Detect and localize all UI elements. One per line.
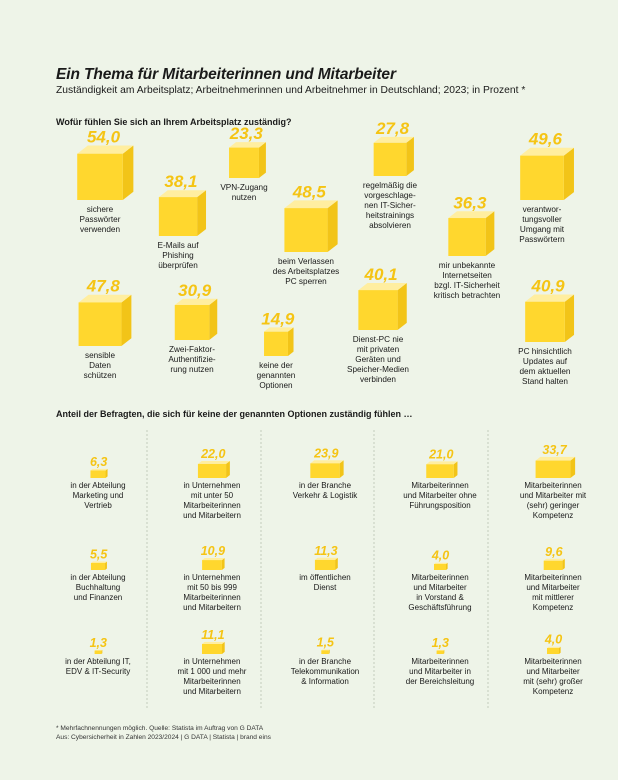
q2-category-label-line: Mitarbeiterinnen xyxy=(411,481,469,490)
q2-block-front xyxy=(321,650,328,654)
q1-category-label xyxy=(273,257,339,286)
q1-block-front xyxy=(175,305,209,340)
q2-block-side xyxy=(443,650,444,654)
q1-category-label-line: beim Verlassen xyxy=(278,257,334,266)
q1-value-label: 40,9 xyxy=(531,276,565,296)
q1-block-front xyxy=(525,302,565,342)
q2-block-11 xyxy=(406,636,474,686)
q2-category-label-line: mit mittlerer xyxy=(532,593,574,602)
q1-value-label: 40,1 xyxy=(364,265,398,285)
q2-category-label-line: Führungsposition xyxy=(409,501,471,510)
q1-category-label-line: VPN-Zugang xyxy=(220,183,268,192)
q2-category-label-line: Kompetenz xyxy=(532,687,574,696)
q2-category-label-line: und Mitarbeiter mit xyxy=(519,491,587,500)
q1-category-label-line: rung nutzen xyxy=(170,365,214,374)
q1-value-label: 23,3 xyxy=(229,124,263,144)
q2-value-label: 1,5 xyxy=(316,635,335,650)
q2-block-5 xyxy=(178,628,247,696)
q2-category-label-line: Vertrieb xyxy=(84,501,112,510)
q2-value-label: 6,3 xyxy=(89,454,108,469)
q2-category-label xyxy=(403,481,477,510)
q1-category-label-line: schützen xyxy=(83,371,117,380)
q2-category-label-line: in Unternehmen xyxy=(183,657,241,666)
q2-category-label-line: Mitarbeiterinnen xyxy=(524,657,582,666)
q2-category-label xyxy=(291,657,359,686)
q2-block-front xyxy=(310,463,339,478)
q2-block-13 xyxy=(524,545,581,612)
q1-category-label-line: des Arbeitsplatzes xyxy=(272,267,340,276)
q1-category-label-line: nutzen xyxy=(231,193,257,202)
footnote-source: * Mehrfachnennungen möglich. Quelle: Statista im Auftrag von G DATA xyxy=(56,725,264,732)
q2-category-label-line: & Information xyxy=(301,677,349,686)
q1-category-label-line: PC hinsichtlich xyxy=(518,347,572,356)
q2-block-top xyxy=(310,460,343,463)
q2-block-top xyxy=(315,558,338,560)
q1-category-label-line: Updates auf xyxy=(522,357,568,366)
q2-value-label: 23,9 xyxy=(314,446,339,461)
q2-block-front xyxy=(202,644,222,654)
q1-block-10 xyxy=(347,265,409,384)
q2-block-side xyxy=(329,650,330,654)
q1-category-label-line: verwenden xyxy=(79,225,121,234)
q2-category-label-line: (sehr) geringer xyxy=(526,501,580,510)
q2-block-top xyxy=(426,461,457,464)
q1-value-label: 14,9 xyxy=(261,309,295,329)
q2-block-top xyxy=(198,461,230,464)
q2-category-label-line: Geschäftsführung xyxy=(408,603,472,612)
q2-category-label xyxy=(524,573,581,612)
q2-category-label-line: und Mitarbeiter xyxy=(526,667,580,676)
q1-value-label: 47,8 xyxy=(86,276,120,296)
q2-block-3 xyxy=(183,447,241,520)
q2-block-front xyxy=(91,563,105,570)
q1-value-label: 48,5 xyxy=(292,182,326,202)
q2-block-side xyxy=(446,563,448,570)
q1-block-side xyxy=(121,295,131,346)
q1-category-label-line: bzgl. IT-Sicherheit xyxy=(434,281,500,290)
q2-category-label-line: und Mitarbeitern xyxy=(183,687,241,696)
q2-block-top xyxy=(536,457,576,461)
chart-title: Ein Thema für Mitarbeiterinnen und Mitarbeiter xyxy=(56,66,396,83)
q1-category-label xyxy=(519,205,565,244)
q1-category-label-line: Phishing xyxy=(162,251,194,260)
q2-category-label-line: der Bereichsleitung xyxy=(405,677,475,686)
q2-value-label: 33,7 xyxy=(542,442,567,457)
q2-block-side xyxy=(570,457,575,478)
q2-block-front xyxy=(426,464,453,478)
q1-block-front xyxy=(264,332,288,356)
q1-category-label-line: verbinden xyxy=(360,375,396,384)
q1-category-label-line: nen IT-Sicher- xyxy=(364,201,416,210)
q2-category-label-line: und Mitarbeiter xyxy=(413,583,467,592)
q1-category-label xyxy=(347,335,409,384)
q2-value-label: 11,3 xyxy=(314,543,338,558)
q1-category-label-line: Daten xyxy=(89,361,111,370)
q2-block-14 xyxy=(523,633,583,696)
chart-subtitle: Zuständigkeit am Arbeitsplatz; Arbeitnehmerinnen und Arbeitnehmer in Deutschland; 2023; in Prozent * xyxy=(56,85,526,96)
section-1-label: Wofür fühlen Sie sich an Ihrem Arbeitsplatz zuständig? xyxy=(56,117,292,127)
q1-block-front xyxy=(284,208,327,252)
q2-block-top xyxy=(91,561,107,562)
q2-block-8 xyxy=(291,636,359,686)
q2-block-top xyxy=(321,650,329,651)
q2-block-front xyxy=(90,470,105,478)
q2-block-side xyxy=(222,642,225,654)
q1-category-label xyxy=(363,181,418,230)
q2-block-front xyxy=(202,560,222,570)
q2-category-label-line: Mitarbeiterinnen xyxy=(524,573,582,582)
q2-category-label-line: in der Abteilung xyxy=(70,573,126,582)
q2-category-label-line: in Unternehmen xyxy=(183,481,241,490)
q2-block-6 xyxy=(293,446,358,500)
q2-category-label xyxy=(523,657,583,696)
q1-block-3 xyxy=(273,182,339,286)
footnote-publication: Aus: Cybersicherheit in Zahlen 2023/2024 | G DATA | Statista | brand eins xyxy=(56,734,271,741)
q1-category-label xyxy=(434,261,501,300)
q1-block-2 xyxy=(220,124,268,202)
q2-block-4 xyxy=(183,544,241,612)
q2-category-label-line: und Mitarbeitern xyxy=(183,511,241,520)
q1-block-6 xyxy=(519,130,574,244)
q1-category-label xyxy=(80,205,121,234)
q1-block-front xyxy=(448,218,485,256)
q2-category-label-line: Telekommunikation xyxy=(290,667,360,676)
q2-block-side xyxy=(562,559,565,570)
q1-category-label-line: E-Mails auf xyxy=(157,241,199,250)
q1-block-5 xyxy=(434,193,501,300)
q2-block-12 xyxy=(520,443,587,520)
q1-category-label-line: Zwei-Faktor- xyxy=(169,345,215,354)
q2-block-side xyxy=(222,558,225,570)
q1-block-front xyxy=(520,156,564,200)
q2-block-top xyxy=(547,647,561,648)
q2-block-top xyxy=(90,469,107,471)
q2-category-label-line: in der Abteilung xyxy=(70,481,126,490)
q1-category-label-line: heitstrainings xyxy=(365,211,415,220)
q2-category-label xyxy=(293,481,358,500)
q1-block-side xyxy=(486,211,495,256)
q2-category-label xyxy=(70,573,125,602)
q1-category-label-line: keine der xyxy=(259,361,293,370)
q1-block-front xyxy=(79,302,122,346)
q2-category-label-line: Kompetenz xyxy=(532,511,574,520)
q1-category-label-line: Passwörtern xyxy=(519,235,565,244)
q2-category-label xyxy=(178,657,247,696)
q2-category-label-line: in der Abteilung IT, xyxy=(65,657,131,666)
q2-category-label-line: Mitarbeiterinnen xyxy=(183,593,241,602)
q2-block-side xyxy=(101,650,102,654)
q2-value-label: 11,1 xyxy=(201,627,225,642)
q1-category-label-line: Umgang mit xyxy=(519,225,565,234)
q1-category-label-line: tungsvoller xyxy=(522,215,562,224)
q2-category-label-line: mit 1 000 und mehr xyxy=(177,667,247,676)
q1-category-label-line: Internetseiten xyxy=(442,271,492,280)
q1-category-label-line: PC sperren xyxy=(285,277,327,286)
q2-block-side xyxy=(106,469,108,478)
q1-block-side xyxy=(288,327,294,356)
q2-category-label xyxy=(299,573,350,592)
q1-category-label-line: kritisch betrachten xyxy=(433,291,501,300)
q1-value-label: 36,3 xyxy=(453,193,487,213)
q1-block-side xyxy=(564,148,574,200)
q2-value-label: 21,0 xyxy=(429,447,454,462)
q1-value-label: 49,6 xyxy=(528,129,562,149)
q2-block-top xyxy=(202,642,225,644)
q2-block-0 xyxy=(70,455,125,510)
q2-block-side xyxy=(335,558,338,570)
q2-block-top xyxy=(202,558,224,560)
q1-value-label: 54,0 xyxy=(86,127,121,147)
q2-category-label xyxy=(406,657,474,686)
q2-block-front xyxy=(95,651,102,654)
q2-category-label-line: Mitarbeiterinnen xyxy=(183,677,241,686)
q2-category-label-line: im öffentlichen xyxy=(299,573,351,582)
value-blocks xyxy=(65,119,587,696)
q2-category-label xyxy=(70,481,125,510)
q1-category-label-line: verantwor- xyxy=(522,205,562,214)
q1-block-front xyxy=(358,290,397,330)
q2-category-label-line: EDV & IT-Security xyxy=(65,667,131,676)
q2-block-10 xyxy=(408,549,471,612)
q2-category-label-line: Verkehr & Logistik xyxy=(292,491,358,500)
q1-category-label xyxy=(158,241,200,270)
q1-block-0 xyxy=(77,127,133,234)
q1-block-side xyxy=(197,190,206,236)
q1-category-label xyxy=(168,345,216,374)
q2-value-label: 1,3 xyxy=(431,635,450,650)
q1-block-side xyxy=(259,142,266,178)
q2-block-front xyxy=(544,561,563,570)
q2-category-label-line: Mitarbeiterinnen xyxy=(411,573,469,582)
q1-category-label-line: genannten xyxy=(256,371,296,380)
q2-category-label-line: und Mitarbeiter xyxy=(526,583,580,592)
q1-category-label-line: Geräten und xyxy=(355,355,401,364)
q2-category-label-line: Marketing und xyxy=(72,491,124,500)
q1-category-label xyxy=(257,361,296,390)
q1-category-label-line: dem aktuellen xyxy=(519,367,571,376)
q2-block-7 xyxy=(299,544,350,592)
q1-block-front xyxy=(374,143,407,176)
q2-category-label-line: Dienst xyxy=(313,583,337,592)
q2-block-1 xyxy=(70,547,125,602)
q2-block-front xyxy=(434,564,446,570)
q2-value-label: 5,5 xyxy=(89,547,108,562)
q1-block-4 xyxy=(363,119,418,230)
q1-category-label-line: mir unbekannte xyxy=(438,261,496,270)
q1-category-label-line: sensible xyxy=(84,351,116,360)
q2-value-label: 1,3 xyxy=(89,635,108,650)
q2-category-label-line: in der Branche xyxy=(298,481,352,490)
q2-block-2 xyxy=(65,636,131,676)
q1-block-front xyxy=(229,148,259,178)
q2-category-label xyxy=(408,573,471,612)
q2-category-label-line: und Mitarbeiter in xyxy=(409,667,471,676)
q1-category-label-line: sichere xyxy=(86,205,114,214)
q2-block-front xyxy=(198,464,226,478)
q2-category-label xyxy=(183,481,241,520)
q2-block-side xyxy=(340,460,344,478)
q1-category-label xyxy=(84,351,117,380)
q2-block-front xyxy=(536,461,571,478)
q2-category-label-line: mit 50 bis 999 xyxy=(187,583,237,592)
q2-block-side xyxy=(226,461,230,478)
q2-category-label-line: Mitarbeiterinnen xyxy=(183,501,241,510)
q1-category-label-line: mit privaten xyxy=(356,345,400,354)
q2-value-label: 9,6 xyxy=(545,544,563,559)
section-2-label: Anteil der Befragten, die sich für keine der genannten Optionen zuständig fühlen … xyxy=(56,409,413,419)
q2-category-label xyxy=(183,573,241,612)
q1-category-label-line: überprüfen xyxy=(158,261,198,270)
q1-block-1 xyxy=(158,172,206,270)
q2-category-label-line: Buchhaltung xyxy=(75,583,121,592)
q2-category-label-line: in der Branche xyxy=(298,657,352,666)
q1-block-9 xyxy=(257,309,296,390)
q1-category-label xyxy=(220,183,268,202)
q2-category-label-line: mit unter 50 xyxy=(190,491,234,500)
q1-block-8 xyxy=(168,281,217,374)
q1-category-label-line: Dienst-PC nie xyxy=(352,335,404,344)
q1-value-label: 27,8 xyxy=(375,118,410,138)
q2-block-top xyxy=(544,559,565,561)
q2-category-label-line: Mitarbeiterinnen xyxy=(411,657,469,666)
q1-block-side xyxy=(398,283,407,330)
q1-block-front xyxy=(77,154,123,200)
q2-value-label: 4,0 xyxy=(431,548,450,563)
q1-category-label-line: Optionen xyxy=(259,381,293,390)
q2-category-label-line: mit (sehr) großer xyxy=(523,677,583,686)
q2-category-label-line: und Mitarbeitern xyxy=(183,603,241,612)
q2-block-front xyxy=(315,560,335,570)
q2-value-label: 4,0 xyxy=(544,632,563,647)
q1-block-7 xyxy=(79,277,132,380)
q2-block-9 xyxy=(403,447,477,510)
q1-block-side xyxy=(406,137,414,176)
q2-category-label-line: und Finanzen xyxy=(73,593,123,602)
q1-block-side xyxy=(565,295,574,342)
q2-block-top xyxy=(95,650,103,651)
q1-block-side xyxy=(123,145,134,200)
q2-value-label: 10,9 xyxy=(200,544,226,559)
q1-category-label-line: Stand halten xyxy=(522,377,568,386)
q1-category-label-line: Authentifizie- xyxy=(168,355,216,364)
q2-block-front xyxy=(437,651,444,654)
q1-block-front xyxy=(159,197,197,236)
q1-category-label-line: Passwörter xyxy=(79,215,121,224)
q2-block-side xyxy=(105,561,107,570)
q2-category-label-line: Mitarbeiterinnen xyxy=(524,481,582,490)
q2-category-label-line: Kompetenz xyxy=(532,603,574,612)
q1-block-side xyxy=(209,299,217,340)
q2-category-label-line: in Unternehmen xyxy=(183,573,241,582)
q1-block-11 xyxy=(518,277,574,386)
q2-block-side xyxy=(454,461,458,478)
q2-category-label-line: in Vorstand & xyxy=(416,593,464,602)
q1-value-label: 30,9 xyxy=(178,280,212,300)
q1-category-label-line: absolvieren xyxy=(369,221,411,230)
q1-category-label-line: regelmäßig die xyxy=(362,181,418,190)
q2-category-label-line: und Mitarbeiter ohne xyxy=(403,491,477,500)
q1-value-label: 38,1 xyxy=(164,172,198,192)
q1-category-label-line: vorgeschlage- xyxy=(364,191,416,200)
q2-category-label xyxy=(65,657,131,676)
q1-block-side xyxy=(328,200,338,252)
q1-category-label-line: Speicher-Medien xyxy=(347,365,409,374)
q2-value-label: 22,0 xyxy=(201,446,226,461)
footer xyxy=(56,724,271,742)
q2-block-side xyxy=(559,647,561,654)
q2-block-front xyxy=(547,648,559,654)
q1-category-label xyxy=(518,347,572,386)
q2-category-label xyxy=(520,481,587,520)
q2-block-top xyxy=(437,650,445,651)
q2-block-top xyxy=(434,563,448,564)
